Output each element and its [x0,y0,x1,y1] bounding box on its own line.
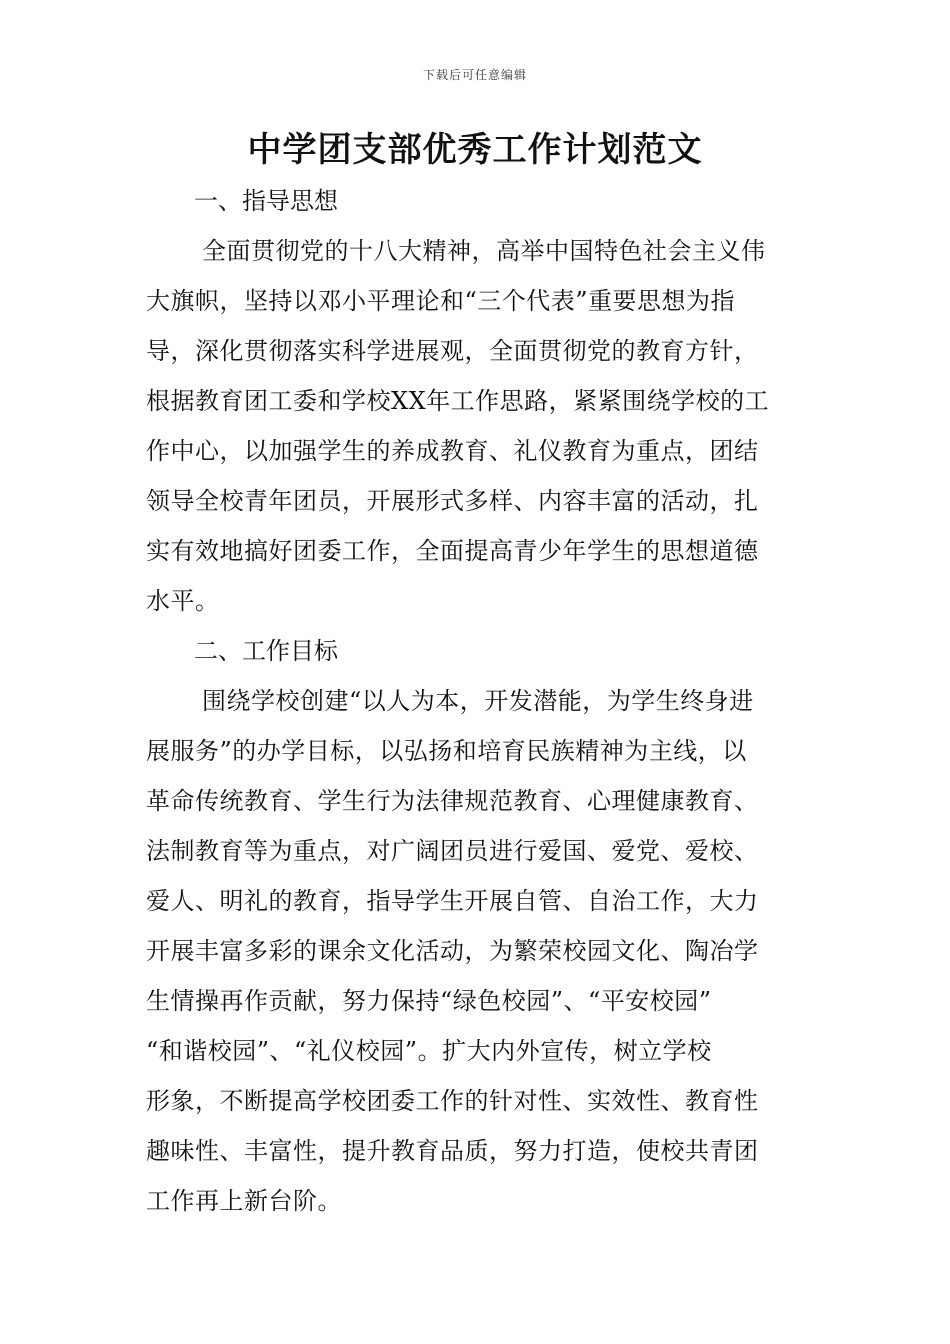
text-line: 实有效地搞好团委工作，全面提高青少年学生的思想道德 [146,537,759,565]
text-line: 趣味性、丰富性，提升教育品质，努力打造，使校共青团 [146,1137,759,1165]
paragraph-work-goals [146,676,806,1226]
text-line: 全面贯彻党的十八大精神，高举中国特色社会主义伟 [202,237,766,265]
text-line: 生情操再作贡献，努力保持“绿色校园”、“平安校园” [146,987,712,1015]
text-line: 大旗帜，坚持以邓小平理论和“三个代表”重要思想为指 [146,287,736,315]
text-line: 革命传统教育、学生行为法律规范教育、心理健康教育、 [146,787,759,815]
document-title: 中学团支部优秀工作计划范文 [247,130,703,170]
text-line: 水平。 [146,587,220,615]
text-line: 导，深化贯彻落实科学进展观，全面贯彻党的教育方针， [146,337,759,365]
section-heading-work-goals: 二、工作目标 [194,637,338,665]
text-line: “和谐校园”、“礼仪校园”。扩大内外宣传，树立学校 [146,1037,712,1065]
text-line: 作中心，以加强学生的养成教育、礼仪教育为重点，团结 [146,437,759,465]
text-line: 形象，不断提高学校团委工作的针对性、实效性、教育性 [146,1087,759,1115]
text-line: 法制教育等为重点，对广阔团员进行爱国、爱党、爱校、 [146,837,759,865]
text-line: 展服务”的办学目标，以弘扬和培育民族精神为主线，以 [146,737,747,765]
document-body [146,176,806,1226]
text-line: 工作再上新台阶。 [146,1187,342,1215]
paragraph-guiding-thought [146,226,806,626]
text-line: 爱人、明礼的教育，指导学生开展自管、自治工作，大力 [146,887,759,915]
text-line: 领导全校青年团员，开展形式多样、内容丰富的活动，扎 [146,487,759,515]
text-line: 开展丰富多彩的课余文化活动，为繁荣校园文化、陶冶学 [146,937,759,965]
header-note: 下载后可任意编辑 [422,68,527,82]
text-line: 根据教育团工委和学校XX年工作思路，紧紧围绕学校的工 [146,387,770,415]
text-line: 围绕学校创建“以人为本，开发潜能，为学生终身进 [202,687,754,715]
section-heading-guiding-thought: 一、指导思想 [194,187,338,215]
